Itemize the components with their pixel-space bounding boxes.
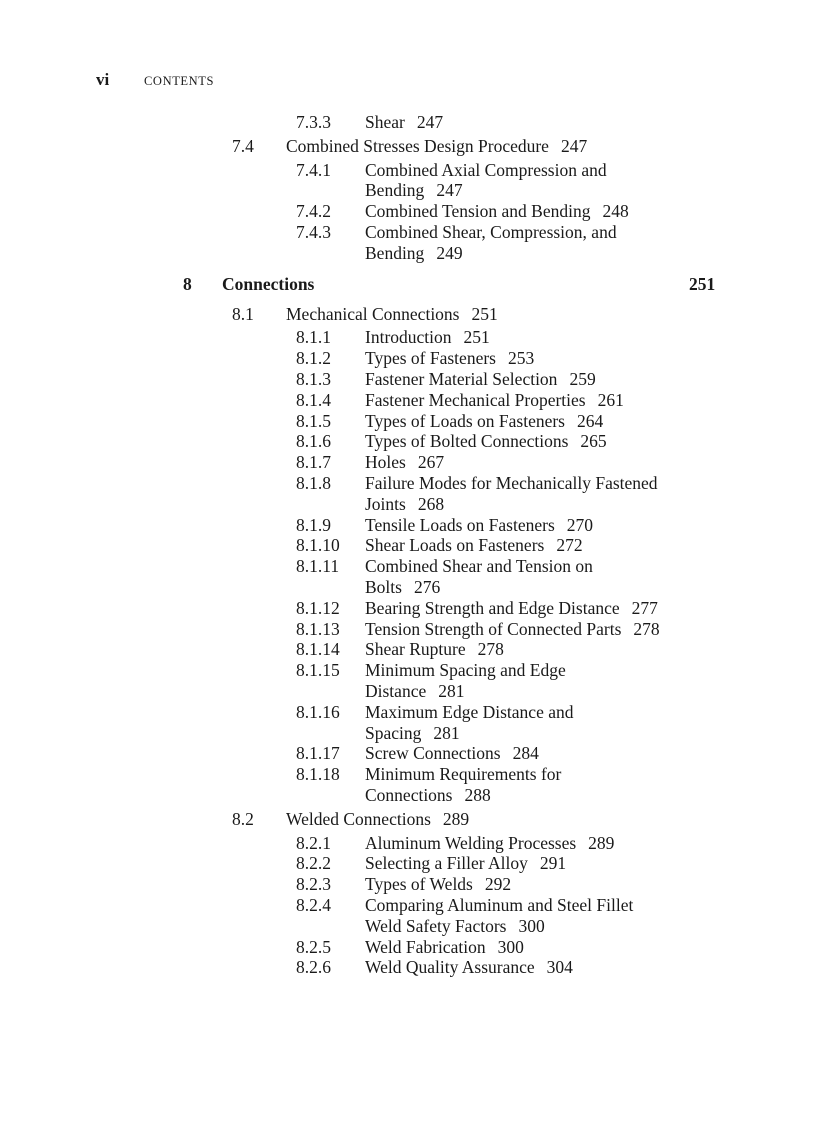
section-title-text: Types of Loads on Fasteners <box>365 410 565 431</box>
page-number: vi <box>96 70 110 89</box>
section-title-continuation <box>365 916 545 936</box>
section-title-continuation <box>365 243 463 263</box>
section-title-text: Selecting a Filler Alloy <box>365 853 528 874</box>
section-title <box>365 957 573 977</box>
section-title-text: Types of Bolted Connections <box>365 431 569 452</box>
section-title <box>286 304 498 324</box>
section-page-number: 284 <box>512 743 539 764</box>
section-title <box>365 764 561 784</box>
section-title-continuation-text: Bending <box>365 242 425 263</box>
section-page-number: 288 <box>464 785 491 805</box>
section-number: 8.2.5 <box>296 936 331 957</box>
section-title-continuation <box>365 723 460 743</box>
section-title-text: Combined Stresses Design Procedure <box>286 135 549 156</box>
section-title-continuation-text: Bending <box>365 180 425 201</box>
section-page-number: 289 <box>588 832 615 853</box>
section-title <box>365 112 443 132</box>
section-title <box>365 431 607 451</box>
section-number: 7.4.3 <box>296 222 331 242</box>
section-page-number: 249 <box>436 242 463 263</box>
section-title-text: Combined Shear and Tension on <box>365 556 593 577</box>
section-number: 8.1.18 <box>296 764 340 785</box>
section-page-number: 276 <box>413 577 441 597</box>
section-page-number: 278 <box>633 618 660 639</box>
section-number: 8.1.8 <box>296 473 331 493</box>
section-number: 8.1.5 <box>296 410 331 431</box>
section-page-number: 304 <box>546 957 573 978</box>
section-number: 8.2.6 <box>296 957 331 978</box>
section-number: 8.2 <box>232 808 254 829</box>
section-page-number: 292 <box>484 874 512 895</box>
section-title-text: Failure Modes for Mechanically Fastened <box>365 473 658 493</box>
section-title-text: Combined Axial Compression and <box>365 159 607 180</box>
section-title <box>365 327 490 347</box>
section-page-number: 265 <box>580 431 607 452</box>
section-number: 7.3.3 <box>296 112 331 132</box>
section-title-continuation-text: Distance <box>365 681 427 701</box>
section-title-continuation <box>365 577 440 597</box>
section-number: 8.2.4 <box>296 895 331 915</box>
section-number: 8.1.7 <box>296 452 331 473</box>
section-number: 8.1.11 <box>296 556 340 577</box>
section-title <box>365 895 633 915</box>
section-title <box>365 556 593 576</box>
section-title <box>365 473 658 493</box>
section-page-number: 300 <box>497 936 524 957</box>
section-title-continuation <box>365 494 444 514</box>
section-number: 8.1 <box>232 303 254 324</box>
section-number: 8.1.9 <box>296 514 331 535</box>
section-title-text: Weld Quality Assurance <box>365 957 535 978</box>
section-number: 8.1.16 <box>296 701 340 722</box>
section-title <box>365 348 534 368</box>
section-title <box>286 809 469 829</box>
section-page-number: 259 <box>569 369 596 389</box>
section-number: 8.2.3 <box>296 874 331 895</box>
section-page-number: 247 <box>560 135 588 156</box>
section-title <box>365 833 614 853</box>
section-page-number: 253 <box>507 348 535 369</box>
section-title-continuation <box>365 681 464 701</box>
section-title-text: Fastener Mechanical Properties <box>365 389 586 410</box>
section-number: 7.4.1 <box>296 159 331 180</box>
section-page-number: 277 <box>631 597 658 618</box>
section-title <box>365 411 603 431</box>
section-page-number: 251 <box>471 303 498 324</box>
section-page-number: 278 <box>477 639 504 660</box>
section-page-number: 247 <box>436 180 463 201</box>
section-title <box>365 660 566 680</box>
section-page-number: 272 <box>556 535 583 556</box>
section-page-number: 281 <box>433 722 460 743</box>
running-title: CONTENTS <box>144 74 215 88</box>
section-number: 8.2.2 <box>296 853 331 874</box>
section-number: 8.1.2 <box>296 348 331 369</box>
section-title-continuation-text: Bolts <box>365 577 402 597</box>
section-number: 8.2.1 <box>296 832 331 853</box>
section-number: 8.1.1 <box>296 327 331 348</box>
section-page-number: 300 <box>518 915 545 936</box>
section-title <box>365 452 444 472</box>
section-page-number: 264 <box>577 410 604 431</box>
section-title <box>365 874 511 894</box>
section-title-text: Shear Loads on Fasteners <box>365 535 545 556</box>
section-page-number: 281 <box>438 681 465 701</box>
section-title-text: Weld Fabrication <box>365 936 486 957</box>
section-title <box>365 853 566 873</box>
section-title-text: Shear Rupture <box>365 639 466 660</box>
section-title-text: Combined Tension and Bending <box>365 201 591 222</box>
section-title <box>365 369 596 389</box>
section-number: 8.1.4 <box>296 389 331 410</box>
section-title-text: Tensile Loads on Fasteners <box>365 514 555 535</box>
section-title-continuation-text: Spacing <box>365 722 422 743</box>
section-page-number: 251 <box>463 327 490 348</box>
section-page-number: 267 <box>417 452 445 473</box>
section-title <box>365 201 629 221</box>
section-title-text: Holes <box>365 452 406 473</box>
section-title-continuation <box>365 180 463 200</box>
section-page-number: 247 <box>416 112 444 132</box>
section-title-continuation-text: Weld Safety Factors <box>365 915 507 936</box>
section-number: 8.1.13 <box>296 618 340 639</box>
section-number: 8.1.10 <box>296 535 340 556</box>
section-title-text: Comparing Aluminum and Steel Fillet <box>365 895 634 915</box>
section-title-text: Fastener Material Selection <box>365 369 558 389</box>
section-number: 8.1.3 <box>296 369 331 389</box>
section-title-text: Maximum Edge Distance and <box>365 701 574 722</box>
section-title <box>365 222 617 242</box>
section-title-text: Types of Fasteners <box>365 348 496 369</box>
section-title <box>365 639 504 659</box>
section-title <box>365 160 607 180</box>
section-title-text: Minimum Requirements for <box>365 764 562 785</box>
section-number: 8.1.17 <box>296 743 340 764</box>
section-number: 7.4 <box>232 135 254 156</box>
section-page-number: 289 <box>442 808 470 829</box>
section-title-text: Mechanical Connections <box>286 303 460 324</box>
section-page-number: 248 <box>602 201 629 222</box>
section-page-number: 268 <box>417 493 445 514</box>
section-title-text: Combined Shear, Compression, and <box>365 222 617 242</box>
section-number: 8.1.15 <box>296 660 340 681</box>
section-page-number: 270 <box>566 514 594 535</box>
chapter-title: Connections <box>222 273 315 294</box>
section-title-continuation-text: Joints <box>365 493 406 514</box>
section-number: 8.1.14 <box>296 639 340 660</box>
chapter-page-number: 251 <box>689 273 716 294</box>
section-number: 8.1.6 <box>296 431 331 452</box>
section-title-text: Types of Welds <box>365 874 473 895</box>
section-title-text: Introduction <box>365 327 452 348</box>
section-title-text: Aluminum Welding Processes <box>365 832 577 853</box>
section-title <box>365 743 539 763</box>
section-page-number: 291 <box>539 853 567 874</box>
section-title <box>365 619 660 639</box>
section-title <box>365 702 574 722</box>
section-title-text: Bearing Strength and Edge Distance <box>365 597 620 618</box>
section-title <box>365 937 524 957</box>
section-title <box>365 515 593 535</box>
section-number: 8.1.12 <box>296 597 340 618</box>
section-title-text: Screw Connections <box>365 743 501 764</box>
section-title <box>365 390 624 410</box>
section-title-text: Welded Connections <box>286 808 431 829</box>
section-title-text: Tension Strength of Connected Parts <box>365 618 622 639</box>
section-page-number: 261 <box>597 389 624 410</box>
section-title <box>365 535 583 555</box>
section-title <box>286 136 587 156</box>
section-title-text: Minimum Spacing and Edge <box>365 660 566 681</box>
section-title-continuation <box>365 785 491 805</box>
section-title-continuation-text: Connections <box>365 785 453 805</box>
section-number: 7.4.2 <box>296 201 331 222</box>
chapter-number: 8 <box>183 273 192 294</box>
section-title <box>365 598 658 618</box>
section-title-text: Shear <box>365 112 405 132</box>
